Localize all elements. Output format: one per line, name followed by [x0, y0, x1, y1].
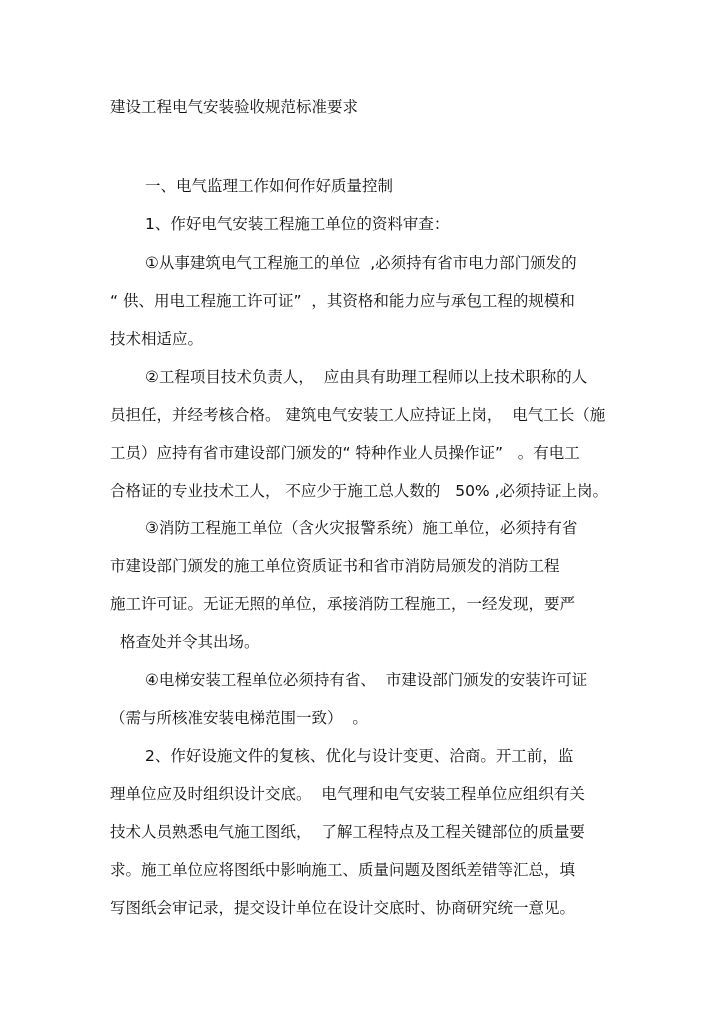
paragraph-line: ①从事建筑电气工程施工的单位 ,必须持有省市电力部门颁发的	[145, 254, 577, 272]
paragraph-line: 求。施工单位应将图纸中影响施工、质量问题及图纸差错等汇总，填	[110, 861, 576, 879]
paragraph-line: 合格证的专业技术工人， 不应少于施工总人数的 50% ,必须持证上岗。	[110, 482, 609, 500]
paragraph-line: ④电梯安装工程单位必须持有省、 市建设部门颁发的安装许可证	[145, 671, 588, 689]
paragraph-line: ②工程项目技术负责人， 应由具有助理工程师以上技术职称的人	[145, 368, 588, 386]
section-heading: 一、电气监理工作如何作好质量控制	[145, 177, 394, 195]
paragraph-line: 技术人员熟悉电气施工图纸， 了解工程特点及工程关键部位的质量要	[110, 823, 585, 841]
paragraph-line: ③消防工程施工单位（含火灾报警系统）施工单位，必须持有省	[145, 519, 578, 537]
paragraph-line: 2、作好设施文件的复核、优化与设计变更、洽商。开工前，监	[145, 747, 574, 765]
paragraph-line: 工员）应持有省市建设部门颁发的“ 特种作业人员操作证” 。有电工	[110, 444, 580, 462]
subsection-heading: 1、作好电气安装工程施工单位的资料审查：	[145, 215, 450, 233]
paragraph-line: 写图纸会审记录，提交设计单位在设计交底时、协商研究统一意见。	[110, 899, 576, 917]
document-title: 建设工程电气安装验收规范标准要求	[110, 98, 359, 116]
paragraph-line: 理单位应及时组织设计交底。 电气理和电气安装工程单位应组织有关	[110, 785, 585, 803]
paragraph-line: “ 供、用电工程施工许可证” ，其资格和能力应与承包工程的规模和	[110, 292, 575, 310]
paragraph-line: 技术相适应。	[110, 330, 204, 348]
paragraph-line: 市建设部门颁发的施工单位资质证书和省市消防局颁发的消防工程	[110, 557, 560, 575]
paragraph-line: 格查处并令其出场。	[120, 633, 260, 651]
paragraph-line: 施工许可证。无证无照的单位，承接消防工程施工，一经发现，要严	[110, 595, 576, 613]
paragraph-line: 员担任，并经考核合格。 建筑电气安装工人应持证上岗， 电气工长（施	[110, 406, 606, 424]
paragraph-line: （需与所核准安装电梯范围一致） 。	[110, 709, 368, 727]
